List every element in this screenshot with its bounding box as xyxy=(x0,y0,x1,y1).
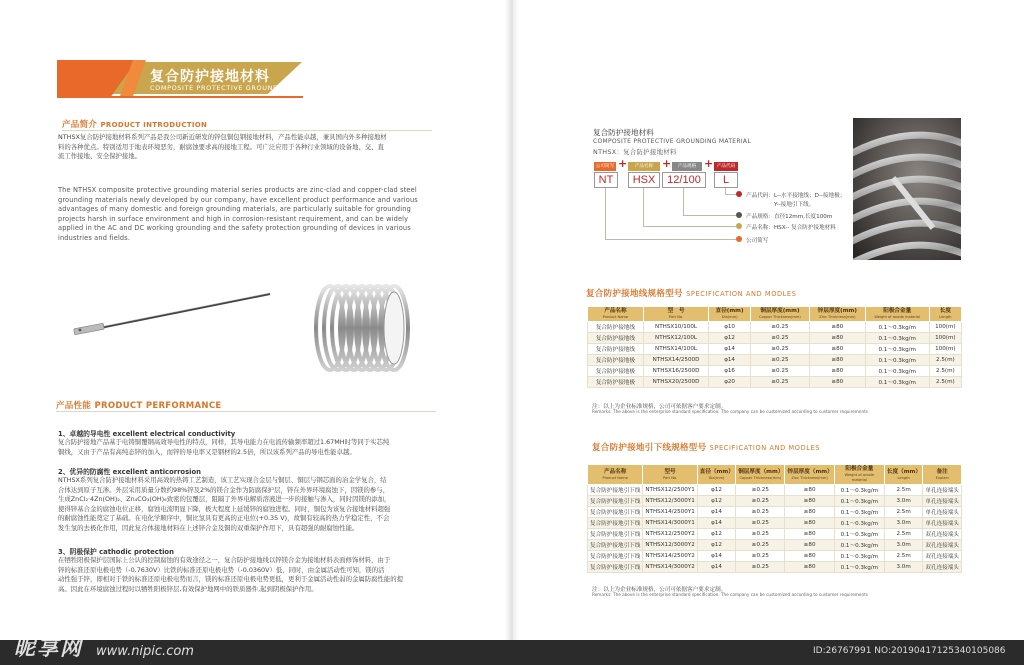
header-cn: 备注 xyxy=(936,468,948,475)
table-cell: ≥80 xyxy=(785,518,834,529)
header-cn: 型 号 xyxy=(667,308,685,314)
table-cell: φ16 xyxy=(709,366,751,377)
header-en: Part No. xyxy=(668,315,684,319)
table-cell: 复合防护接地极 xyxy=(588,355,644,366)
perf-line: NTHSX系列复合防护接地材料采用高效的热铸工艺制造，该工艺实现合金层与铜层、铜层与钢芯面的冶金学复合，结 xyxy=(58,476,387,484)
table-cell: 100(m) xyxy=(929,344,961,355)
table-row xyxy=(588,344,962,355)
page-spine-shadow xyxy=(505,0,519,640)
table-cell: φ12 xyxy=(697,540,735,551)
perf-line: 高。因此在环境腐蚀过程时以牺牲阳极锌层,有效保护地网中的铁质器件,起到阴极保护作用。 xyxy=(58,584,318,593)
table-header-row xyxy=(588,307,962,322)
table-cell: 0.1～0.3kg/m xyxy=(834,496,884,507)
table-cell: ≥80 xyxy=(809,355,865,366)
table-row xyxy=(588,366,962,377)
table-row xyxy=(588,485,962,496)
header-cn: 锌层厚度（mm） xyxy=(787,468,833,475)
table-cell: ≥80 xyxy=(785,562,834,573)
table-cell: 2.5m xyxy=(884,551,922,562)
table-cell: 0.1～0.3kg/m xyxy=(834,485,884,496)
table-row xyxy=(588,518,962,529)
table-cell: NTHSX12/100L xyxy=(643,333,708,344)
watermark-url: www.nipic.com xyxy=(96,644,194,659)
table-cell: NTHSX12/3000Y2 xyxy=(643,540,697,551)
header-en: Weight of anode material xyxy=(874,315,921,319)
table-cell: 复合防护接地引下线 xyxy=(588,562,643,573)
table1-heading-cn: 复合防护接地线规格型号 xyxy=(586,289,683,299)
table-header-cell xyxy=(736,465,785,485)
table-header-cell xyxy=(929,307,961,322)
table-cell: ≥80 xyxy=(809,344,865,355)
header-en: Weight of anode material xyxy=(844,473,875,482)
table-cell: ≥0.25 xyxy=(736,496,785,507)
table-row xyxy=(588,540,962,551)
page-title: 复合防护接地材料 xyxy=(150,69,270,85)
header-en: Dia(mm) xyxy=(721,315,738,319)
table-cell: 2.5m xyxy=(884,485,922,496)
table-cell: 0.1～0.3kg/m xyxy=(865,355,929,366)
table2-note-en: Remarks: The above is the enterprise standard specification. The company can be customized according to customer requirements xyxy=(592,592,868,597)
table-cell: 单孔连接端头 xyxy=(923,518,962,529)
table-cell: NTHSX10/100L xyxy=(643,322,708,333)
table-cell: ≥80 xyxy=(809,322,865,333)
table-cell: ≥0.25 xyxy=(736,529,785,540)
table-cell: 0.1～0.3kg/m xyxy=(834,507,884,518)
header-en: Copper Thickness(mm) xyxy=(739,475,782,480)
table2-heading-en: SPECIFICATION AND MODLES xyxy=(709,444,821,452)
table-cell: ≥0.25 xyxy=(750,366,809,377)
legend-code-cont: Y--接地引下线。 xyxy=(774,202,815,208)
perf-line: 生成ZnCl₂·4Zn(OH)₂、Zn₄CO₃(OH)₆致密的包覆层，阻隔了外界电解质溶液进一步的接触与渗入，同时因镁的添加， xyxy=(58,495,391,504)
intro-en-line: projects harsh in surface environment and high in corrosion-resistant requirement, and can be widely xyxy=(58,214,409,223)
table1-note: 注：以上为企业标准规格，公司可依据客户要求定制。 xyxy=(592,404,727,410)
header-cn: 产品名称 xyxy=(604,308,627,314)
code-box-name: HSX xyxy=(628,172,660,188)
table-row xyxy=(588,377,962,388)
table-header-cell xyxy=(643,307,708,322)
table-row xyxy=(588,496,962,507)
table-cell: φ12 xyxy=(709,333,751,344)
table-cell: 单孔连接端头 xyxy=(923,485,962,496)
perf-line: 锌的标准还原电极电势（-0.7630V）比铁的标准还原电极电势（-0.0360V）低，同时，由金属活动性可知，镁的活 xyxy=(58,565,385,574)
code-diagram-subtitle: COMPOSITE PROTECTIVE GROUNDING MATERIAL xyxy=(593,138,751,145)
table-cell: ≥80 xyxy=(785,496,834,507)
table-cell: 复合防护接地极 xyxy=(588,377,644,388)
perf-item-title: 2、优异的防腐性 excellent anticorrosion xyxy=(58,468,201,476)
connector-company xyxy=(605,188,736,240)
table-cell: NTHSX14/2500Y1 xyxy=(643,507,697,518)
intro-heading-en: PRODUCT INTRODUCTION xyxy=(100,121,208,129)
table-cell: 复合防护接地线 xyxy=(588,333,644,344)
intro-en-line: The NTHSX composite protective grounding material series products are zinc-clad and copper-clad steel xyxy=(58,186,417,194)
table-cell: NTHSX12/2500Y1 xyxy=(643,485,697,496)
table-row xyxy=(588,562,962,573)
table-cell: 单孔连接端头 xyxy=(923,496,962,507)
table-header-cell xyxy=(697,465,735,485)
perf-item-text xyxy=(58,438,438,457)
table-cell: ≥0.25 xyxy=(750,355,809,366)
table-cell: NTHSX14/2500Y2 xyxy=(643,551,697,562)
table-cell: 单孔连接端头 xyxy=(923,507,962,518)
spec-table-wires xyxy=(587,306,962,388)
table-cell: NTHSX14/2500D xyxy=(643,355,708,366)
table-header-cell xyxy=(884,465,922,485)
intro-cn-text xyxy=(58,133,438,162)
table-cell: 0.1～0.3kg/m xyxy=(865,322,929,333)
table-cell: 3.0m xyxy=(884,518,922,529)
table-cell: ≥80 xyxy=(785,507,834,518)
table2-heading-cn: 复合防护接地引下线规格型号 xyxy=(592,443,707,453)
watermark-id: ID:26767991 NO:20190417125340105086 xyxy=(813,646,1006,656)
table-row xyxy=(588,507,962,518)
table-cell: NTHSX12/3000Y1 xyxy=(643,496,697,507)
table-cell: NTHSX16/2500D xyxy=(643,366,708,377)
table-cell: ≥0.25 xyxy=(750,344,809,355)
table-header-cell xyxy=(785,465,834,485)
legend-code: 产品代码：L--水平接地线；D--接地极； xyxy=(746,193,846,199)
intro-en-line: industries and fields. xyxy=(58,233,131,242)
table-cell: 0.1～0.3kg/m xyxy=(834,540,884,551)
table-cell: 0.1～0.3kg/m xyxy=(865,333,929,344)
table-cell: φ10 xyxy=(709,322,751,333)
performance-heading-cn: 产品性能 xyxy=(56,401,92,411)
legend-dot-code xyxy=(736,191,742,197)
table-header-cell xyxy=(709,307,751,322)
table-cell: ≥0.25 xyxy=(750,322,809,333)
table1-note-en: Remarks: The above is the enterprise standard specification. The company can be customized according to customer requirements xyxy=(592,409,868,414)
table-cell: 2.5(m) xyxy=(929,366,961,377)
legend-company: 公司简写 xyxy=(746,238,769,244)
table-header-cell xyxy=(588,465,643,485)
table-cell: 复合防护接地极 xyxy=(588,366,644,377)
table-cell: φ12 xyxy=(697,529,735,540)
table-cell: 复合防护接地引下线 xyxy=(588,518,643,529)
table-cell: φ14 xyxy=(709,355,751,366)
code-diagram-model-line: NTHSX：复合防护接地材料 xyxy=(593,148,677,156)
code-box-code: L xyxy=(714,172,738,188)
header-cn: 阳极合金量 xyxy=(845,466,874,472)
legend-dot-spec xyxy=(736,212,742,218)
header-en: Product Name xyxy=(602,315,629,319)
table-cell: 双孔连接端头 xyxy=(923,540,962,551)
table-cell: 双孔连接端头 xyxy=(923,551,962,562)
perf-item-title: 1、卓越的导电性 excellent electrical conductivity xyxy=(58,430,236,438)
table-cell: NTHSX20/2500D xyxy=(643,377,708,388)
table-cell: ≥0.25 xyxy=(736,551,785,562)
table-cell: 复合防护接地引下线 xyxy=(588,551,643,562)
code-tag-spec: 产品规格 xyxy=(672,162,702,171)
title-banner-underline xyxy=(57,96,303,98)
table-header-cell xyxy=(588,307,644,322)
perf-item-text xyxy=(58,476,438,534)
table-cell: NTHSX14/100L xyxy=(643,344,708,355)
table-cell: ≥80 xyxy=(809,377,865,388)
header-cn: 直径(mm) xyxy=(715,308,744,314)
code-tag-code: 产品代码 xyxy=(714,162,738,171)
table-cell: φ12 xyxy=(697,496,735,507)
table-cell: ≥80 xyxy=(785,485,834,496)
intro-cn-line: 流工作接地、安全保护接地。 xyxy=(58,152,142,161)
header-cn: 产品名称 xyxy=(603,468,627,475)
header-en: Dia(mm) xyxy=(708,475,725,480)
table-cell: 0.1～0.3kg/m xyxy=(865,344,929,355)
code-plus: + xyxy=(704,157,714,170)
table-cell: 100(m) xyxy=(929,333,961,344)
table-cell: 2.5m xyxy=(884,529,922,540)
table-cell: 2.5m xyxy=(884,507,922,518)
table-cell: ≥80 xyxy=(785,540,834,551)
performance-divider xyxy=(56,411,436,412)
table-cell: NTHSX14/3000Y1 xyxy=(643,518,697,529)
table-cell: 双孔连接端头 xyxy=(923,529,962,540)
code-box-company: NT xyxy=(594,172,618,188)
table1-heading xyxy=(586,287,796,299)
spec-table-downleads xyxy=(587,464,962,573)
table-cell: 0.1～0.3kg/m xyxy=(865,366,929,377)
header-cn: 锌层厚度(mm) xyxy=(817,308,857,314)
code-plus: + xyxy=(618,157,628,170)
table-cell: φ12 xyxy=(697,485,735,496)
coil-photo xyxy=(853,118,961,260)
grounding-rod-image xyxy=(70,288,275,344)
watermark-logo: 昵享网 xyxy=(14,636,83,660)
table-header-cell xyxy=(750,307,809,322)
code-tag-name: 产品名称 xyxy=(628,162,660,171)
header-cn: 直径（mm） xyxy=(699,468,734,475)
table-cell: 2.5(m) xyxy=(929,377,961,388)
header-en: Zinc Thickness(mm) xyxy=(819,315,856,319)
table-cell: ≥0.25 xyxy=(736,507,785,518)
header-en: Product Name xyxy=(602,475,628,480)
table-row xyxy=(588,529,962,540)
table-cell: 0.1～0.3kg/m xyxy=(834,562,884,573)
grounding-coil-image xyxy=(300,278,415,378)
perf-line: 的耐腐蚀性能奠定了基础。在电化学顺序中，铜比氢具有更高的正电位(+0.35 V)，故铜有较高的热力学稳定性，不会 xyxy=(58,514,390,523)
table-header-cell xyxy=(809,307,865,322)
table-row xyxy=(588,322,962,333)
table-cell: 2.5(m) xyxy=(929,355,961,366)
header-en: Copper Thickness(mm) xyxy=(759,315,801,319)
table2-heading xyxy=(592,441,820,453)
intro-en-text xyxy=(58,186,438,244)
table-cell: 复合防护接地引下线 xyxy=(588,540,643,551)
table-cell: φ14 xyxy=(697,562,735,573)
table-cell: 3.0m xyxy=(884,562,922,573)
table-cell: 双孔连接端头 xyxy=(923,562,962,573)
perf-line: 铜线，又由于产品有高纯态锌的加入，而锌的导电率又是钢材的2.5倍，所以该系列产品的导电性能卓越。 xyxy=(58,447,356,456)
table-cell: 0.1～0.3kg/m xyxy=(834,529,884,540)
perf-item-title: 3、阴极保护 cathodic protection xyxy=(58,548,174,556)
header-cn: 长度 xyxy=(939,308,951,314)
table-cell: φ14 xyxy=(697,518,735,529)
code-plus: + xyxy=(662,157,672,170)
perf-item-text xyxy=(58,556,438,594)
table-cell: 3.0m xyxy=(884,540,922,551)
table-header-cell xyxy=(923,465,962,485)
perf-line: 使得锌基合金的腐蚀电位正移，腐蚀电流明显下降，极大程度上延缓锌的腐蚀进程。同时，铜包为该复合接地材料超强 xyxy=(58,504,391,513)
header-cn: 型号 xyxy=(664,468,676,475)
table-cell: ≥80 xyxy=(809,333,865,344)
table-header-row xyxy=(588,465,962,485)
table-cell: φ14 xyxy=(697,507,735,518)
intro-heading xyxy=(62,118,207,130)
table-header-cell xyxy=(643,465,697,485)
table-header-cell xyxy=(834,465,884,485)
table1-heading-en: SPECIFICATION AND MODLES xyxy=(686,290,797,298)
table-row xyxy=(588,551,962,562)
table-cell: ≥0.25 xyxy=(750,377,809,388)
table-cell: 复合防护接地引下线 xyxy=(588,496,643,507)
header-cn: 阳极合金量 xyxy=(883,308,912,314)
legend-spec: 产品规格：直径12mm,长度100m xyxy=(746,214,833,220)
table-cell: ≥0.25 xyxy=(736,540,785,551)
intro-en-line: grounding materials newly developed by our company, have excellent product performance and various xyxy=(58,195,418,204)
table-row xyxy=(588,355,962,366)
perf-line: 在牺牲阳极保护层国际上公认的控制腐蚀的有效途径之一，复合防护接地线以锌镁合金为接地材料表面修饰材料，由于 xyxy=(58,556,391,564)
perf-line: 合体达到原子互渗。外层采用质量分数约98%锌及2%的镁合金作为防腐保护层，锌在外界环境腐蚀下，因镁的参与， xyxy=(58,485,390,494)
header-cn: 铜层厚度(mm) xyxy=(760,308,800,314)
intro-divider xyxy=(62,130,432,131)
perf-line: 复合防护接地产品基于电铸铜覆钢高效导电性的特点，同样，其导电能力在电流传输频率超过1.67MH时等同于实芯纯 xyxy=(58,438,390,446)
table-cell: ≥0.25 xyxy=(736,485,785,496)
header-en: Length xyxy=(939,315,952,319)
header-cn: 铜层厚度（mm） xyxy=(738,468,784,475)
performance-heading-en: PRODUCT PERFORMANCE xyxy=(94,401,222,411)
table-cell: ≥80 xyxy=(785,529,834,540)
legend-dot-company xyxy=(736,236,742,242)
table-cell: 0.1～0.3kg/m xyxy=(834,551,884,562)
legend-dot-name xyxy=(736,223,742,229)
table-row xyxy=(588,333,962,344)
table-cell: ≥0.25 xyxy=(750,333,809,344)
table-cell: NTHSX12/2500Y2 xyxy=(643,529,697,540)
table-cell: 复合防护接地引下线 xyxy=(588,485,643,496)
code-diagram-title: 复合防护接地材料 xyxy=(593,128,654,137)
intro-en-line: applied in the AC and DC working grounding and the safety protection grounding of devices in various xyxy=(58,224,411,233)
header-en: Length xyxy=(897,475,910,480)
table-cell: ≥80 xyxy=(809,366,865,377)
header-cn: 长度（mm） xyxy=(886,468,921,475)
code-tag-company: 公司简写 xyxy=(595,164,615,169)
table-cell: 3.0m xyxy=(884,496,922,507)
page-subtitle: COMPOSITE PROTECTIVE GROUNDING MATERIAL xyxy=(150,84,332,92)
table-cell: φ20 xyxy=(709,377,751,388)
intro-cn-line: 料的各种优点。特别适用于地表环境恶劣，耐腐蚀要求高的接地工程。可广泛应用于各种行业领域的设备地、交、直 xyxy=(58,142,384,151)
perf-line: 动性强于锌，即相对于铁的标准还原电极电势而言，镁的标准还原电极电势更低，更利于金属活动性弱的金属防腐性能的提 xyxy=(58,575,404,584)
intro-en-line: advantages of many domestic and foreign grounding materials, are particularly suitable for grounding xyxy=(58,205,411,214)
table-cell: ≥0.25 xyxy=(736,518,785,529)
table-cell: 0.1～0.3kg/m xyxy=(834,518,884,529)
perf-line: 发生氢的去极化作用，因此复合体接地材料在上述锌合金及铜的双重保护作用下，具有超强的耐腐蚀性能。 xyxy=(58,523,359,532)
header-en: Zinc Thickness(mm) xyxy=(791,475,828,480)
table-cell: ≥0.25 xyxy=(736,562,785,573)
table-header-cell xyxy=(865,307,929,322)
table-cell: φ14 xyxy=(709,344,751,355)
performance-heading xyxy=(56,399,221,411)
code-box-spec: 12/100 xyxy=(662,172,706,188)
table-cell: 0.1～0.3kg/m xyxy=(865,377,929,388)
intro-heading-cn: 产品简介 xyxy=(62,120,98,130)
table-cell: NTHSX14/3000Y2 xyxy=(643,562,697,573)
header-en: Part No. xyxy=(662,475,678,480)
table-cell: ≥80 xyxy=(785,551,834,562)
intro-cn-line: NTHSX复合防护接地材料系列产品是我公司新近研发的锌包铜包钢接地材料，产品性能卓越，兼具国内外多种接地材 xyxy=(58,133,387,141)
table-cell: 复合防护接地线 xyxy=(588,344,644,355)
table-cell: φ14 xyxy=(697,551,735,562)
table-cell: 复合防护接地引下线 xyxy=(588,507,643,518)
table-cell: 复合防护接地引下线 xyxy=(588,529,643,540)
table2-note: 注：以上为企业标准规格，公司可依据客户要求定制。 xyxy=(592,587,727,593)
table-cell: 100(m) xyxy=(929,322,961,333)
table-cell: 复合防护接地线 xyxy=(588,322,644,333)
legend-name: 产品名称：HSX-- 复合防护接地材料 xyxy=(746,225,836,231)
header-en: Explain xyxy=(935,475,949,480)
